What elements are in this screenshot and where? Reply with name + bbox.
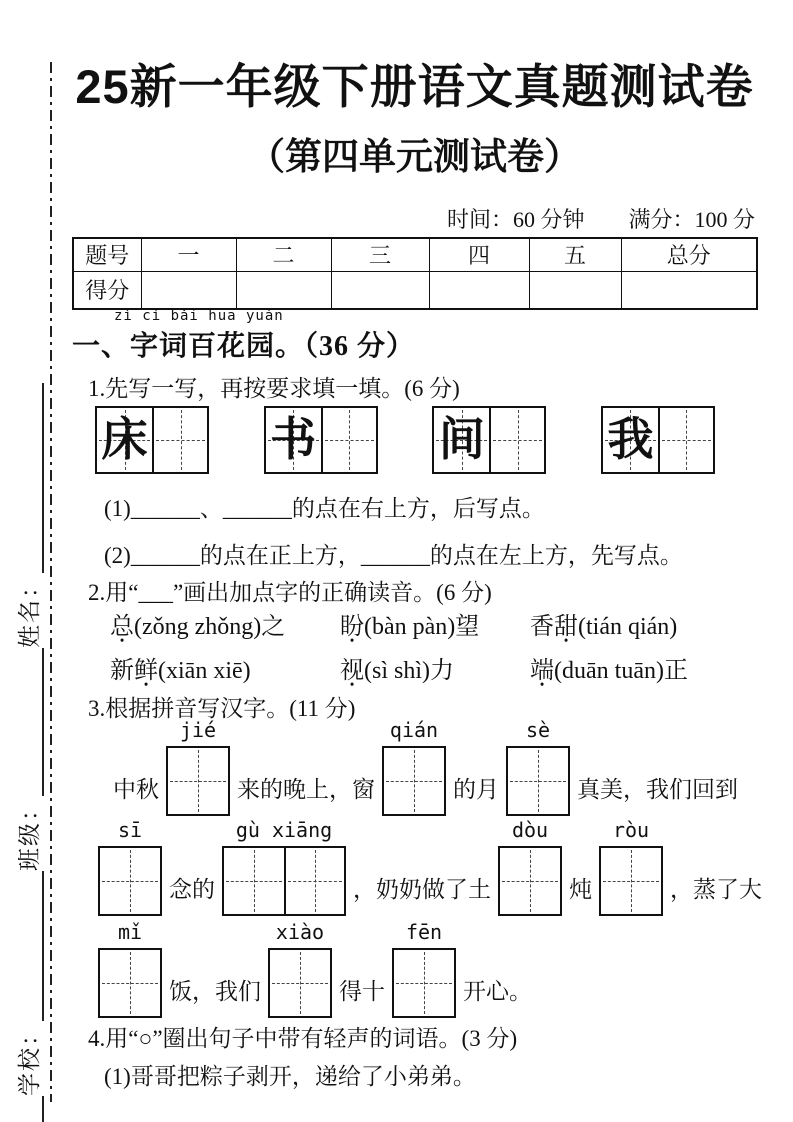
model-character: 间 (438, 414, 485, 465)
sentence-text: 念的 (169, 877, 215, 902)
q2-item: 端(duān tuān)正 (530, 650, 688, 685)
q2-item: 总(zǒng zhǒng)之 (110, 606, 340, 641)
paper-title: 25新一年级下册语文真题测试卷 (75, 60, 754, 113)
pinyin-answer-unit (98, 920, 162, 1018)
grid-cell-practice[interactable] (321, 408, 376, 472)
pinyin-label: xiào (275, 920, 325, 944)
section-1-pinyin: zì cí bǎi huā yuán (114, 308, 284, 324)
sentence-text: 来的晚上，窗 (237, 777, 375, 802)
grid-cell-practice[interactable] (658, 408, 713, 472)
time-score-info: 时间：60 分钟 满分：100 分 (446, 207, 755, 232)
dotted-char: 盼 (340, 614, 364, 640)
pinyin-answer-unit (498, 818, 562, 916)
school-extra-blank[interactable] (18, 1096, 44, 1122)
q1-sub2: (2)______的点在正上方，______的点在左上方，先写点。 (104, 543, 683, 568)
score-entry-cell[interactable] (621, 271, 757, 309)
answer-box[interactable] (166, 746, 230, 816)
pinyin-label: fēn (405, 920, 443, 944)
dotted-char: 甜 (554, 614, 578, 640)
answer-box-cell[interactable] (284, 848, 344, 914)
q1-writing-grids (95, 406, 715, 474)
q2-item: 香甜(tián qián) (530, 606, 688, 641)
score-table-header-cell: 一 (141, 238, 236, 271)
model-character: 我 (607, 414, 654, 465)
sentence-text: 饭，我们 (169, 979, 261, 1004)
model-character: 床 (101, 414, 148, 465)
writing-grid (95, 406, 209, 474)
sentence-text: 得十 (339, 979, 385, 1004)
q4-heading: 4.用“○”圈出句子中带有轻声的词语。(3 分) (88, 1026, 518, 1051)
score-table-header-cell: 四 (429, 238, 529, 271)
q1-sub1: (1)______、______的点在右上方，后写点。 (104, 496, 545, 521)
pinyin-answer-unit (599, 818, 663, 916)
answer-box-cell[interactable] (100, 950, 160, 1016)
answer-box-cell[interactable] (394, 950, 454, 1016)
score-entry-cell[interactable] (141, 271, 236, 309)
sentence-text: 的月 (453, 777, 499, 802)
pinyin-answer-unit (98, 818, 162, 916)
writing-grid (601, 406, 715, 474)
writing-grid (432, 406, 546, 474)
q2-item: 盼(bàn pàn)望 (340, 606, 530, 641)
answer-box[interactable] (392, 948, 456, 1018)
q3-sentence-line (94, 818, 765, 916)
answer-box-cell[interactable] (100, 848, 160, 914)
pinyin-label: gù xiāng (235, 818, 333, 842)
dotted-char: 视 (340, 658, 364, 684)
score-row-label: 得分 (73, 271, 141, 309)
pinyin-label: sī (117, 818, 143, 842)
answer-box-cell[interactable] (168, 748, 228, 814)
answer-box-cell[interactable] (601, 848, 661, 914)
grid-cell-model-char (434, 408, 489, 472)
dotted-char: 鲜 (134, 658, 158, 684)
sentence-text: 真美，我们回到 (577, 777, 738, 802)
score-entry-cell[interactable] (429, 271, 529, 309)
section-1-title: 一、字词百花园。（36 分） (72, 331, 416, 362)
pinyin-answer-unit (392, 920, 456, 1018)
score-table-header-cell: 二 (236, 238, 331, 271)
sentence-text: 开心。 (463, 979, 532, 1004)
paper-subtitle: （第四单元测试卷） (248, 137, 581, 178)
grid-cell-model-char (97, 408, 152, 472)
answer-box[interactable] (599, 846, 663, 916)
pinyin-answer-unit (166, 718, 230, 816)
grid-cell-model-char (266, 408, 321, 472)
q3-sentence-line (110, 718, 741, 816)
pinyin-label: mǐ (117, 920, 143, 944)
q2-item: 新鲜(xiān xiē) (110, 650, 340, 685)
q3-heading: 3.根据拼音写汉字。(11 分) (88, 696, 356, 721)
answer-box-cell[interactable] (508, 748, 568, 814)
student-info-strip (12, 137, 44, 1122)
pinyin-label: sè (525, 718, 551, 742)
answer-box[interactable] (98, 846, 162, 916)
name-blank[interactable] (18, 383, 44, 573)
answer-box-cell[interactable] (384, 748, 444, 814)
class-label: 班级： (17, 796, 42, 871)
q2-item: 视(sì shì)力 (340, 650, 530, 685)
pinyin-label: qián (389, 718, 439, 742)
pinyin-label: ròu (612, 818, 650, 842)
sentence-text: ，奶奶做了土 (353, 877, 491, 902)
score-table-header-cell: 三 (331, 238, 429, 271)
pinyin-answer-unit (268, 920, 332, 1018)
q2-items (110, 606, 688, 685)
q1-heading: 1.先写一写，再按要求填一填。(6 分) (88, 376, 460, 401)
school-blank[interactable] (18, 871, 44, 1021)
name-label: 姓名： (17, 573, 42, 648)
answer-box[interactable] (268, 948, 332, 1018)
class-blank[interactable] (18, 648, 44, 796)
pinyin-answer-unit (222, 818, 346, 916)
q3-sentence-line (94, 920, 535, 1018)
score-table (72, 237, 758, 310)
answer-box-cell[interactable] (500, 848, 560, 914)
score-entry-cell[interactable] (236, 271, 331, 309)
pinyin-answer-unit (506, 718, 570, 816)
sentence-text: 炖 (569, 877, 592, 902)
model-character: 书 (270, 414, 317, 465)
school-label: 学校： (17, 1021, 42, 1096)
answer-box[interactable] (222, 846, 346, 916)
sentence-text: ，蒸了大 (670, 877, 762, 902)
score-entry-cell[interactable] (529, 271, 621, 309)
writing-grid (264, 406, 378, 474)
answer-box-cell[interactable] (224, 848, 284, 914)
answer-box-cell[interactable] (270, 950, 330, 1016)
score-entry-cell[interactable] (331, 271, 429, 309)
answer-box[interactable] (498, 846, 562, 916)
sentence-text: 中秋 (113, 777, 159, 802)
pinyin-label: jié (179, 718, 217, 742)
score-table-header-cell: 总分 (621, 238, 757, 271)
grid-cell-practice[interactable] (152, 408, 207, 472)
q2-heading: 2.用“___”画出加点字的正确读音。(6 分) (88, 580, 492, 605)
answer-box[interactable] (382, 746, 446, 816)
answer-box[interactable] (506, 746, 570, 816)
fold-dash-dot-line (50, 62, 52, 1102)
score-table-header-cell: 五 (529, 238, 621, 271)
answer-box[interactable] (98, 948, 162, 1018)
section-1-heading (72, 308, 415, 364)
q4-sub1: (1)哥哥把粽子剥开，递给了小弟弟。 (104, 1064, 476, 1089)
grid-cell-practice[interactable] (489, 408, 544, 472)
dotted-char: 总 (110, 614, 134, 640)
dotted-char: 端 (530, 658, 554, 684)
grid-cell-model-char (603, 408, 658, 472)
score-table-header-cell: 题号 (73, 238, 141, 271)
pinyin-answer-unit (382, 718, 446, 816)
pinyin-label: dòu (511, 818, 549, 842)
